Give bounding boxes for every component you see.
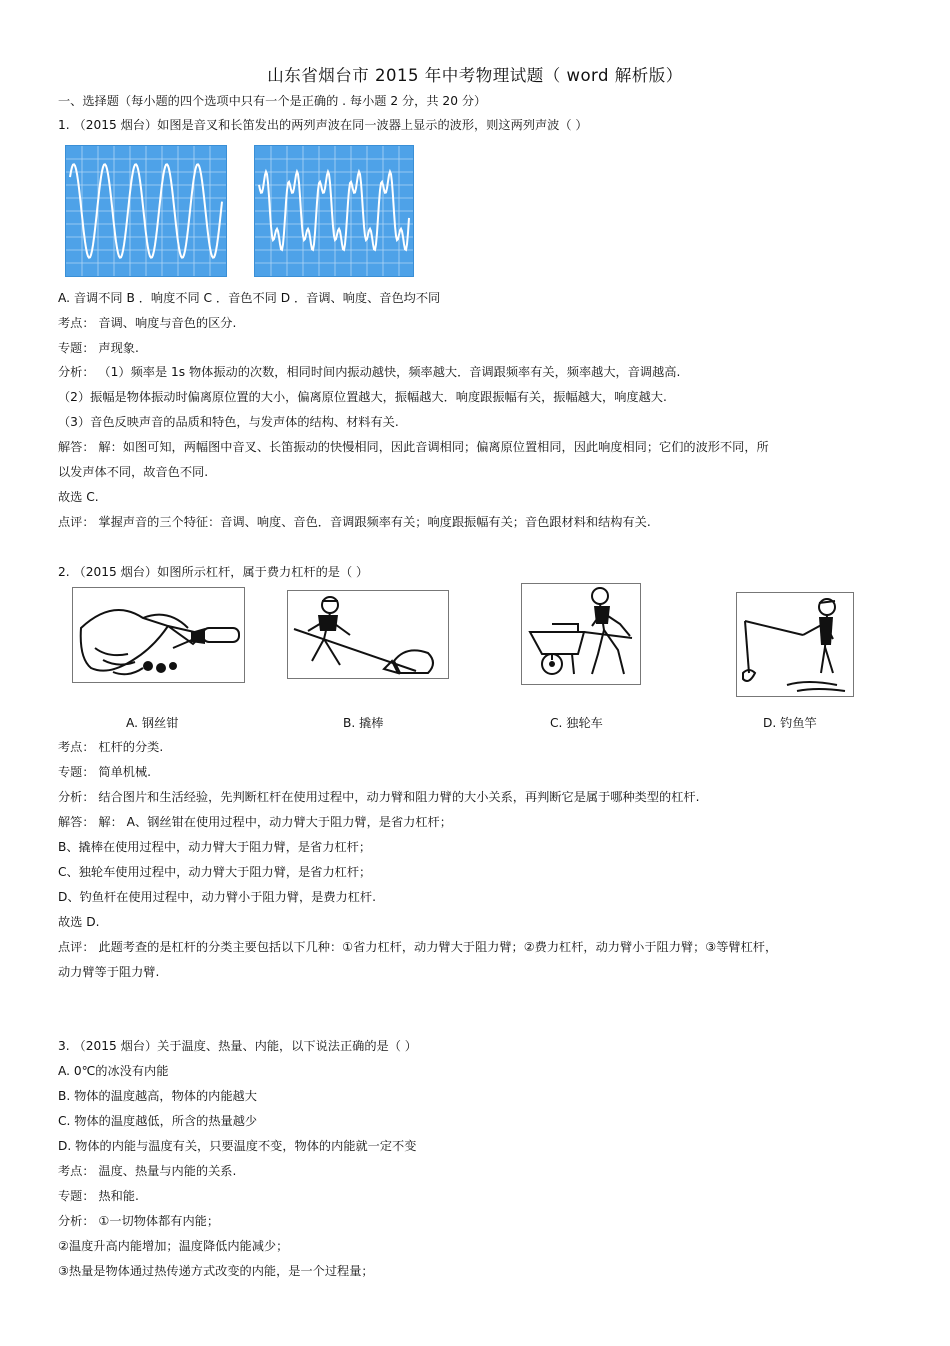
q1-answer: 故选 C. [58, 490, 99, 504]
q2-kaodian: 考点： 杠杆的分类. [58, 740, 164, 754]
q1-fenxi-1: 分析： （1）频率是 1s 物体振动的次数，相同时间内振动越快，频率越大．音调跟频率有关，频率越大，音调越高. [58, 365, 681, 379]
q1-stem: 1. （2015 烟台）如图是音叉和长笛发出的两列声波在同一波器上显示的波形，则这两列声波（ ） [58, 118, 588, 132]
fishing-rod-image [736, 592, 854, 697]
caption-fishing-rod: D. 钓鱼竿 [763, 716, 817, 730]
wheelbarrow-drawing [522, 584, 640, 684]
q2-jieda-1: 解答： 解： A、钢丝钳在使用过程中，动力臂大于阻力臂，是省力杠杆； [58, 815, 452, 829]
pliers-image [72, 587, 245, 683]
q1-dianping: 点评： 掌握声音的三个特征：音调、响度、音色．音调跟频率有关；响度跟振幅有关；音色跟材料和结构有关. [58, 515, 651, 529]
q1-fenxi-2: （2）振幅是物体振动时偏离原位置的大小，偏离原位置越大，振幅越大．响度跟振幅有关，振幅越大，响度越大. [58, 390, 667, 404]
q2-fenxi: 分析： 结合图片和生活经验，先判断杠杆在使用过程中，动力臂和阻力臂的大小关系，再判断它是属于哪种类型的杠杆. [58, 790, 700, 804]
q3-kaodian: 考点： 温度、热量与内能的关系. [58, 1164, 237, 1178]
q2-jieda-4: D、钓鱼杆在使用过程中，动力臂小于阻力臂，是费力杠杆. [58, 890, 376, 904]
q1-fenxi-3: （3）音色反映声音的品质和特色，与发声体的结构、材料有关. [58, 415, 399, 429]
caption-crowbar: B. 撬棒 [343, 716, 384, 730]
q3-fenxi-2: ②温度升高内能增加；温度降低内能减少； [58, 1239, 289, 1253]
q1-kaodian: 考点： 音调、响度与音色的区分. [58, 316, 237, 330]
q1-jieda-1: 解答： 解：如图可知，两幅图中音叉、长笛振动的快慢相同，因此音调相同；偏离原位置相同，因此响度相同；它们的波形不同，所 [58, 440, 769, 454]
q2-jieda-3: C、独轮车使用过程中，动力臂大于阻力臂，是省力杠杆； [58, 865, 372, 879]
q2-dianping-1: 点评： 此题考查的是杠杆的分类主要包括以下几种：①省力杠杆，动力臂大于阻力臂；②费力杠杆，动力臂小于阻力臂；③等臂杠杆， [58, 940, 778, 954]
q3-option-a: A. 0℃的冰没有内能 [58, 1064, 169, 1078]
q2-dianping-2: 动力臂等于阻力臂. [58, 965, 160, 979]
q1-jieda-2: 以发声体不同，故音色不同. [58, 465, 209, 479]
q2-answer: 故选 D. [58, 915, 100, 929]
scope-grid [255, 146, 413, 276]
fishing-rod-drawing [737, 593, 853, 696]
q3-stem: 3. （2015 烟台）关于温度、热量、内能，以下说法正确的是（ ） [58, 1039, 417, 1053]
tuning-fork-waveform-svg [66, 146, 226, 276]
q1-options: A. 音调不同 B ．响度不同 C ．音色不同 D ．音调、响度、音色均不同 [58, 291, 441, 305]
caption-pliers: A. 钢丝钳 [126, 716, 179, 730]
q3-zhuanti: 专题： 热和能. [58, 1189, 139, 1203]
pliers-drawing [73, 588, 244, 682]
q2-jieda-2: B、撬棒在使用过程中，动力臂大于阻力臂，是省力杠杆； [58, 840, 372, 854]
tuning-fork-waveform [65, 145, 227, 277]
q3-fenxi-3: ③热量是物体通过热传递方式改变的内能，是一个过程量； [58, 1264, 374, 1278]
flute-waveform [254, 145, 414, 277]
q1-zhuanti: 专题： 声现象. [58, 341, 139, 355]
page-title: 山东省烟台市 2015 年中考物理试题（ word 解析版） [267, 66, 683, 85]
crowbar-image [287, 590, 449, 679]
wheelbarrow-image [521, 583, 641, 685]
flute-waveform-svg [255, 146, 413, 276]
q3-option-d: D. 物体的内能与温度有关，只要温度不变，物体的内能就一定不变 [58, 1139, 417, 1153]
crowbar-drawing [288, 591, 448, 678]
q3-option-c: C. 物体的温度越低，所含的热量越少 [58, 1114, 258, 1128]
q2-stem: 2. （2015 烟台）如图所示杠杆，属于费力杠杆的是（ ） [58, 565, 369, 579]
q2-zhuanti: 专题： 简单机械. [58, 765, 152, 779]
q3-fenxi-1: 分析： ①一切物体都有内能； [58, 1214, 220, 1228]
q3-option-b: B. 物体的温度越高，物体的内能越大 [58, 1089, 257, 1103]
section-heading: 一、选择题（每小题的四个选项中只有一个是正确的 . 每小题 2 分，共 20 分） [58, 94, 487, 108]
caption-wheelbarrow: C. 独轮车 [550, 716, 603, 730]
